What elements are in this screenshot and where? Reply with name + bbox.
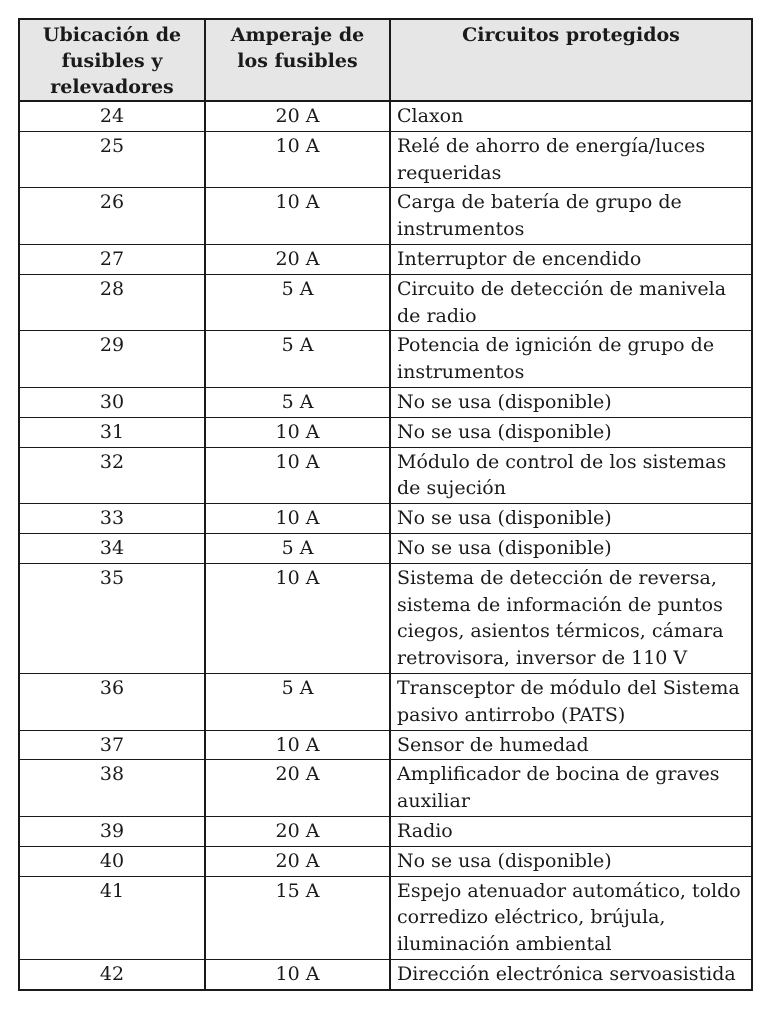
- table-body: [19, 101, 752, 990]
- cell-amperage: 10 A: [205, 131, 390, 188]
- header-row: [19, 19, 752, 101]
- cell-circuits: Sensor de humedad: [390, 730, 752, 760]
- table-row: [19, 730, 752, 760]
- cell-location: 25: [19, 131, 205, 188]
- cell-amperage: 20 A: [205, 244, 390, 274]
- cell-location: 30: [19, 387, 205, 417]
- cell-amperage: 10 A: [205, 730, 390, 760]
- cell-location: 31: [19, 417, 205, 447]
- cell-amperage: 20 A: [205, 101, 390, 131]
- cell-location: 37: [19, 730, 205, 760]
- cell-amperage: 20 A: [205, 760, 390, 817]
- cell-location: 41: [19, 876, 205, 959]
- cell-amperage: 5 A: [205, 331, 390, 388]
- cell-amperage: 5 A: [205, 673, 390, 730]
- table-row: [19, 447, 752, 504]
- cell-location: 26: [19, 188, 205, 245]
- cell-circuits: No se usa (disponible): [390, 504, 752, 534]
- cell-amperage: 10 A: [205, 188, 390, 245]
- cell-location: 29: [19, 331, 205, 388]
- cell-circuits: Espejo atenuador automático, toldo corredizo eléctrico, brújula, iluminación ambiental: [390, 876, 752, 959]
- cell-location: 33: [19, 504, 205, 534]
- header-location: Ubicación de fusibles y relevadores: [19, 19, 205, 101]
- fuse-table: [18, 18, 753, 991]
- cell-amperage: 5 A: [205, 274, 390, 331]
- table-row: [19, 504, 752, 534]
- cell-circuits: No se usa (disponible): [390, 533, 752, 563]
- table-row: [19, 331, 752, 388]
- cell-circuits: Claxon: [390, 101, 752, 131]
- cell-amperage: 10 A: [205, 563, 390, 673]
- cell-location: 36: [19, 673, 205, 730]
- cell-location: 32: [19, 447, 205, 504]
- cell-circuits: Interruptor de encendido: [390, 244, 752, 274]
- cell-amperage: 10 A: [205, 447, 390, 504]
- table-row: [19, 417, 752, 447]
- cell-circuits: Radio: [390, 816, 752, 846]
- cell-amperage: 5 A: [205, 533, 390, 563]
- cell-circuits: Sistema de detección de reversa, sistema de información de puntos ciegos, asientos térmicos, cámara retrovisora, inversor de 110 V: [390, 563, 752, 673]
- cell-circuits: Amplificador de bocina de graves auxiliar: [390, 760, 752, 817]
- cell-amperage: 10 A: [205, 959, 390, 989]
- cell-location: 38: [19, 760, 205, 817]
- cell-amperage: 10 A: [205, 504, 390, 534]
- table-row: [19, 876, 752, 959]
- cell-circuits: Circuito de detección de manivela de radio: [390, 274, 752, 331]
- table-row: [19, 244, 752, 274]
- cell-circuits: Módulo de control de los sistemas de sujeción: [390, 447, 752, 504]
- cell-location: 24: [19, 101, 205, 131]
- cell-location: 34: [19, 533, 205, 563]
- header-circuits: Circuitos protegidos: [390, 19, 752, 101]
- cell-amperage: 20 A: [205, 816, 390, 846]
- cell-location: 35: [19, 563, 205, 673]
- cell-circuits: Transceptor de módulo del Sistema pasivo antirrobo (PATS): [390, 673, 752, 730]
- table-row: [19, 131, 752, 188]
- cell-circuits: Dirección electrónica servoasistida: [390, 959, 752, 989]
- cell-location: 27: [19, 244, 205, 274]
- cell-circuits: Potencia de ignición de grupo de instrumentos: [390, 331, 752, 388]
- table-row: [19, 101, 752, 131]
- table-row: [19, 563, 752, 673]
- cell-location: 40: [19, 846, 205, 876]
- table-row: [19, 816, 752, 846]
- cell-location: 39: [19, 816, 205, 846]
- table-row: [19, 387, 752, 417]
- table-row: [19, 533, 752, 563]
- cell-location: 28: [19, 274, 205, 331]
- cell-circuits: No se usa (disponible): [390, 417, 752, 447]
- cell-circuits: Relé de ahorro de energía/luces requeridas: [390, 131, 752, 188]
- cell-circuits: No se usa (disponible): [390, 387, 752, 417]
- table-row: [19, 760, 752, 817]
- table-row: [19, 673, 752, 730]
- table-row: [19, 274, 752, 331]
- header-amperage: Amperaje de los fusibles: [205, 19, 390, 101]
- cell-circuits: No se usa (disponible): [390, 846, 752, 876]
- cell-amperage: 10 A: [205, 417, 390, 447]
- table-header: [19, 19, 752, 101]
- cell-location: 42: [19, 959, 205, 989]
- table-row: [19, 188, 752, 245]
- cell-amperage: 5 A: [205, 387, 390, 417]
- cell-amperage: 20 A: [205, 846, 390, 876]
- cell-circuits: Carga de batería de grupo de instrumentos: [390, 188, 752, 245]
- table-row: [19, 959, 752, 989]
- cell-amperage: 15 A: [205, 876, 390, 959]
- table-row: [19, 846, 752, 876]
